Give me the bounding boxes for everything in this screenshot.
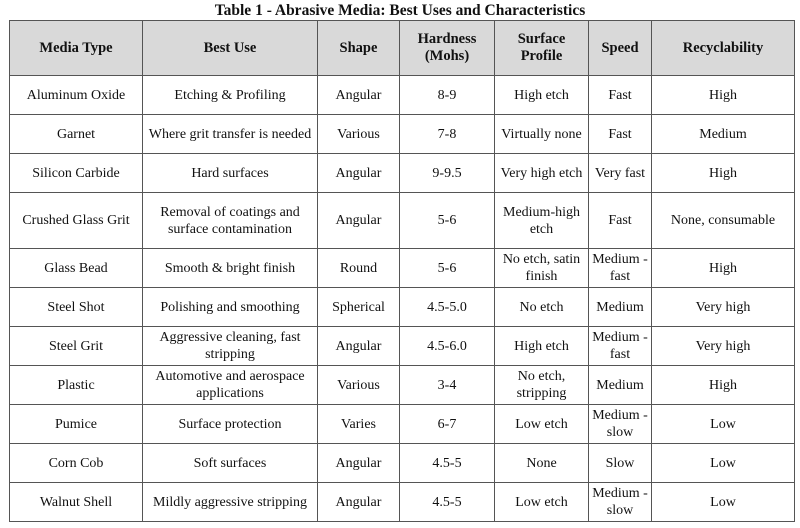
table-cell: High etch (495, 76, 589, 115)
table-cell: Medium -slow (589, 483, 652, 522)
table-cell: Surface protection (143, 405, 318, 444)
table-cell: Medium-high etch (495, 193, 589, 249)
table-cell: Garnet (10, 115, 143, 154)
table-cell: Very high (652, 327, 795, 366)
table-cell: Angular (318, 154, 400, 193)
column-header: Surface Profile (495, 21, 589, 76)
table-cell: Aluminum Oxide (10, 76, 143, 115)
table-cell: Low (652, 483, 795, 522)
table-cell: 4.5-6.0 (400, 327, 495, 366)
table-cell: Spherical (318, 288, 400, 327)
column-header: Shape (318, 21, 400, 76)
table-cell: Fast (589, 193, 652, 249)
table-cell: 5-6 (400, 249, 495, 288)
table-cell: Medium (589, 366, 652, 405)
table-cell: No etch, satin finish (495, 249, 589, 288)
table-cell: Aggressive cleaning, fast stripping (143, 327, 318, 366)
table-cell: 8-9 (400, 76, 495, 115)
table-cell: Automotive and aerospace applications (143, 366, 318, 405)
column-header: Recyclability (652, 21, 795, 76)
table-cell: 3-4 (400, 366, 495, 405)
table-cell: Angular (318, 193, 400, 249)
table-cell: 4.5-5 (400, 483, 495, 522)
table-cell: Steel Grit (10, 327, 143, 366)
table-cell: Fast (589, 76, 652, 115)
table-cell: None (495, 444, 589, 483)
table-cell: Various (318, 115, 400, 154)
table-cell: High (652, 76, 795, 115)
header-row (10, 21, 795, 76)
table-cell: Pumice (10, 405, 143, 444)
table-cell: 4.5-5 (400, 444, 495, 483)
table-caption: Table 1 - Abrasive Media: Best Uses and Characteristics (214, 2, 586, 19)
table-cell: 5-6 (400, 193, 495, 249)
table-cell: 6-7 (400, 405, 495, 444)
table-cell: Angular (318, 483, 400, 522)
table-cell: Hard surfaces (143, 154, 318, 193)
table-cell: No etch, stripping (495, 366, 589, 405)
table-cell: Low etch (495, 405, 589, 444)
table-cell: Low (652, 444, 795, 483)
table-cell: Mildly aggressive stripping (143, 483, 318, 522)
table-cell: Low etch (495, 483, 589, 522)
table-body (10, 76, 795, 522)
table-row (10, 405, 795, 444)
column-header: Speed (589, 21, 652, 76)
table-cell: 7-8 (400, 115, 495, 154)
table-cell: Steel Shot (10, 288, 143, 327)
column-header: Media Type (10, 21, 143, 76)
column-header: Hardness (Mohs) (400, 21, 495, 76)
table-cell: Corn Cob (10, 444, 143, 483)
table-row (10, 444, 795, 483)
table-row (10, 154, 795, 193)
table-row (10, 366, 795, 405)
table-cell: Medium -fast (589, 327, 652, 366)
table-cell: Low (652, 405, 795, 444)
table-cell: Angular (318, 327, 400, 366)
table-cell: Walnut Shell (10, 483, 143, 522)
table-cell: Slow (589, 444, 652, 483)
table-cell: Soft surfaces (143, 444, 318, 483)
table-cell: Very high (652, 288, 795, 327)
table-cell: Silicon Carbide (10, 154, 143, 193)
table-cell: Various (318, 366, 400, 405)
table-cell: Varies (318, 405, 400, 444)
table-row (10, 288, 795, 327)
table-cell: 9-9.5 (400, 154, 495, 193)
table-row (10, 115, 795, 154)
table-cell: Medium -slow (589, 405, 652, 444)
table-cell: Smooth & bright finish (143, 249, 318, 288)
table-cell: Angular (318, 444, 400, 483)
table-cell: High etch (495, 327, 589, 366)
table-row (10, 76, 795, 115)
table-cell: Polishing and smoothing (143, 288, 318, 327)
table-cell: Glass Bead (10, 249, 143, 288)
table-cell: High (652, 366, 795, 405)
table-row (10, 327, 795, 366)
table-cell: Where grit transfer is needed (143, 115, 318, 154)
table-row (10, 193, 795, 249)
table-cell: Round (318, 249, 400, 288)
table-cell: Very high etch (495, 154, 589, 193)
table-row (10, 483, 795, 522)
table-cell: Angular (318, 76, 400, 115)
abrasive-media-table (9, 20, 795, 522)
table-cell: 4.5-5.0 (400, 288, 495, 327)
table-cell: No etch (495, 288, 589, 327)
table-cell: Crushed Glass Grit (10, 193, 143, 249)
table-cell: High (652, 154, 795, 193)
table-cell: Etching & Profiling (143, 76, 318, 115)
table-cell: None, consumable (652, 193, 795, 249)
table-cell: Very fast (589, 154, 652, 193)
table-cell: Fast (589, 115, 652, 154)
table-row (10, 249, 795, 288)
table-cell: Virtually none (495, 115, 589, 154)
table-cell: Removal of coatings and surface contamination (143, 193, 318, 249)
table-cell: Medium (589, 288, 652, 327)
table-cell: Plastic (10, 366, 143, 405)
table-cell: Medium -fast (589, 249, 652, 288)
table-cell: Medium (652, 115, 795, 154)
table-cell: High (652, 249, 795, 288)
column-header: Best Use (143, 21, 318, 76)
